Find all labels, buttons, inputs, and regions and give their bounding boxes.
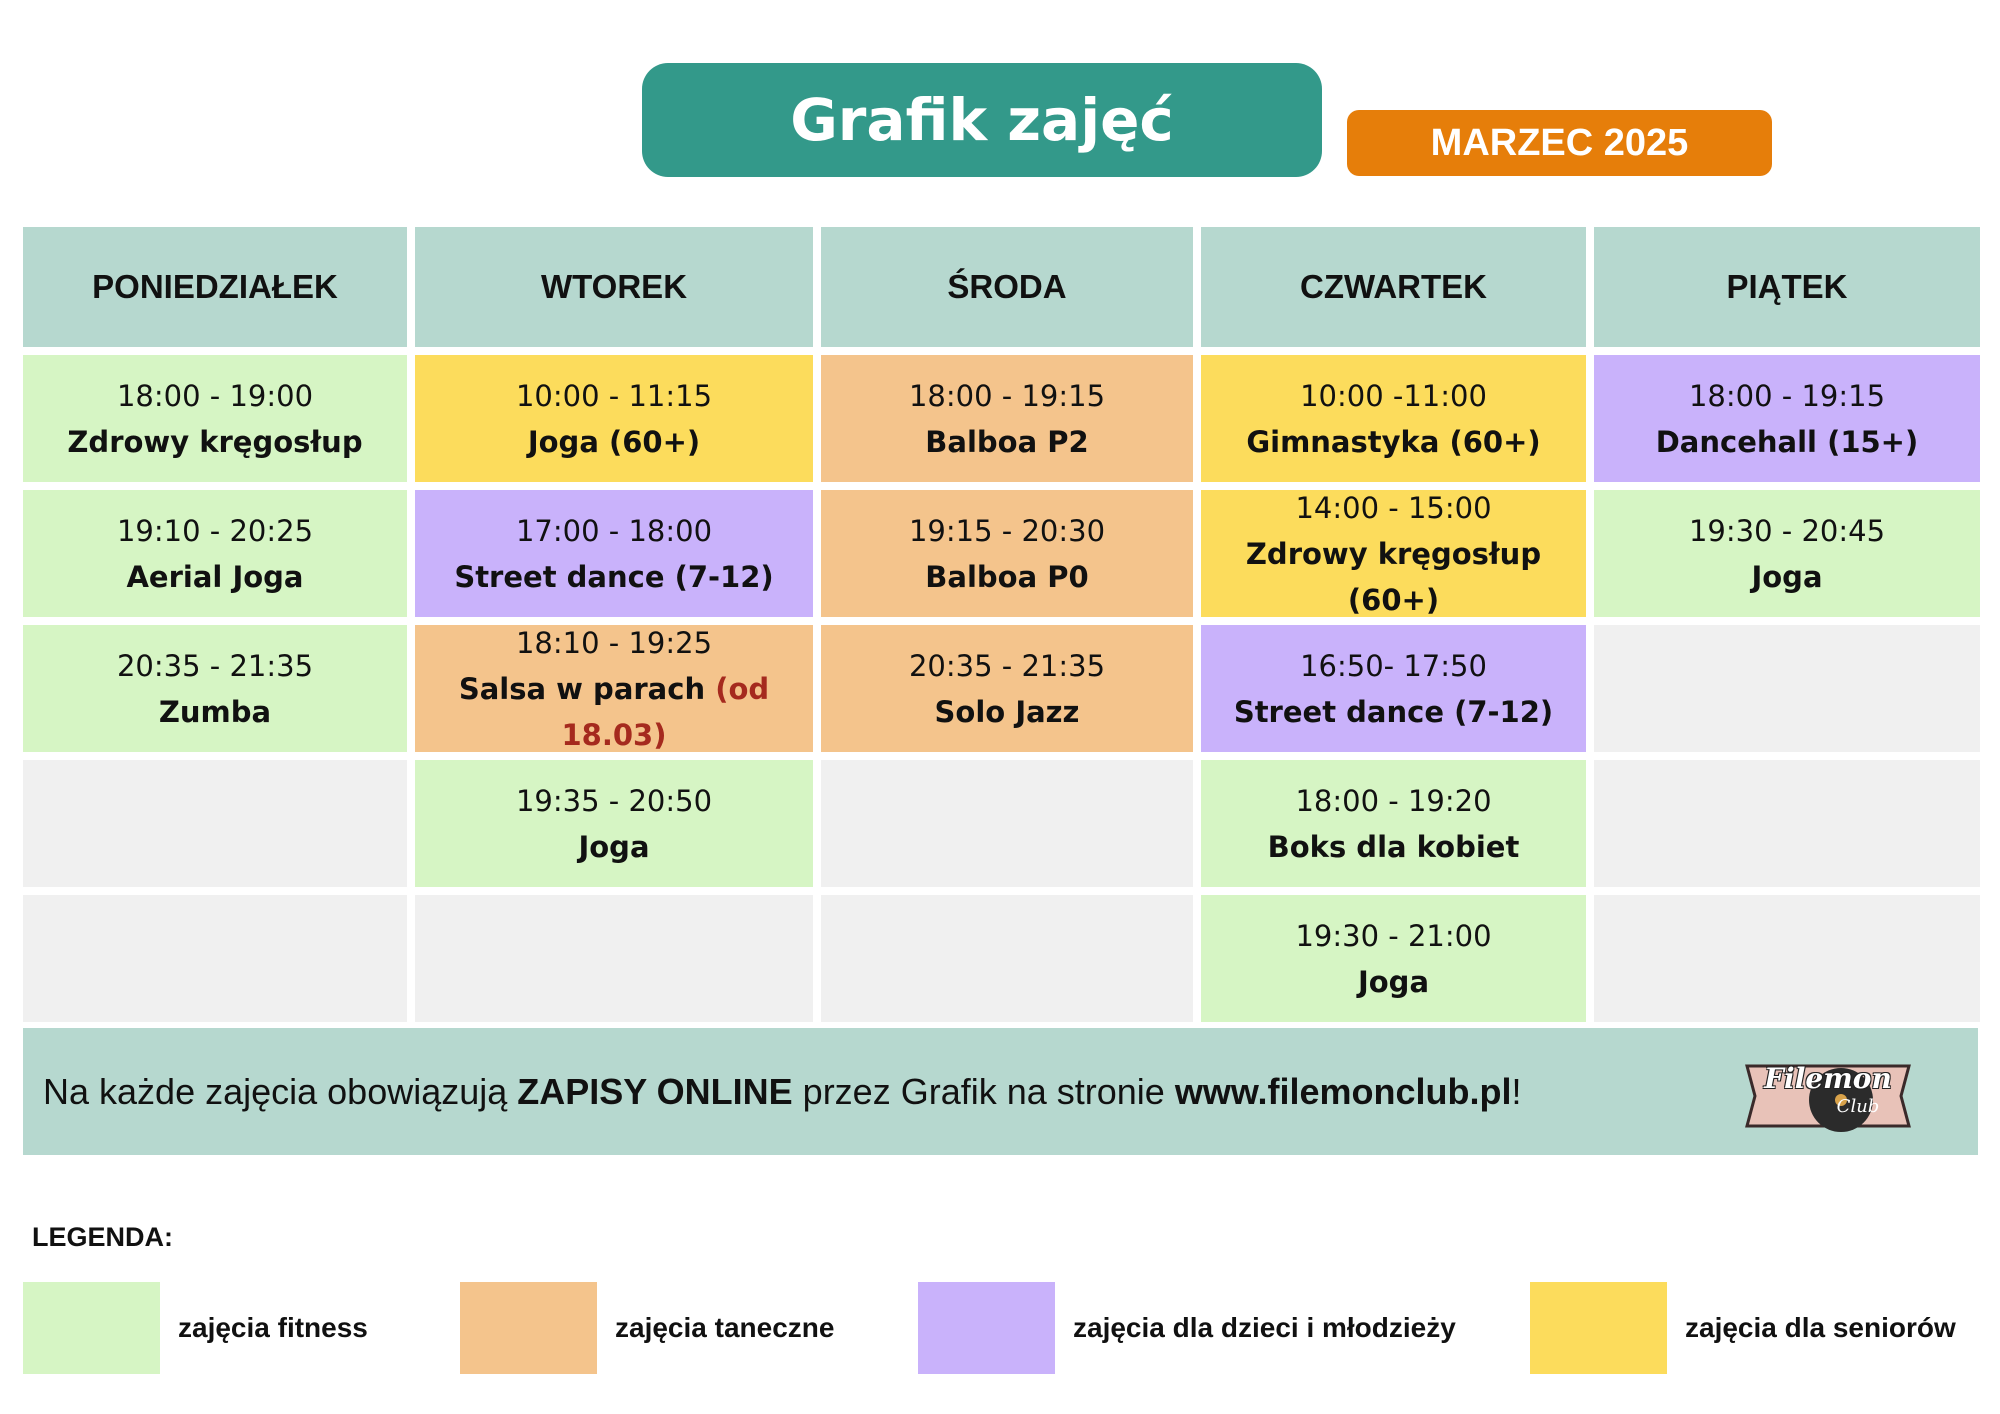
class-time: 18:10 - 19:25 <box>515 625 713 660</box>
class-note: (od 18.03) <box>561 671 770 752</box>
class-cell <box>23 625 407 752</box>
class-name: Solo Jazz <box>934 694 1080 729</box>
class-time: 19:15 - 20:30 <box>908 513 1106 548</box>
class-time: 18:00 - 19:00 <box>116 378 314 413</box>
class-time: 18:00 - 19:15 <box>908 378 1106 413</box>
signup-banner <box>23 1028 1978 1155</box>
class-cell <box>1201 895 1586 1022</box>
empty-cell <box>23 760 407 887</box>
class-name: Joga <box>1751 559 1823 594</box>
legend-label: zajęcia taneczne <box>615 1312 835 1343</box>
class-name-line <box>126 554 303 600</box>
class-name: Zdrowy kręgosłup (60+) <box>1245 536 1542 617</box>
class-name-line <box>578 824 649 870</box>
class-name-line <box>925 419 1088 465</box>
class-time: 19:10 - 20:25 <box>116 513 314 548</box>
class-name: Street dance (7-12) <box>454 559 774 594</box>
legend-label: zajęcia dla dzieci i młodzieży <box>1073 1312 1456 1343</box>
schedule-grid <box>23 227 1978 1020</box>
legend-swatch-seniorzy <box>1530 1282 1667 1374</box>
class-name: Dancehall (15+) <box>1655 424 1919 459</box>
empty-cell <box>1594 760 1980 887</box>
class-cell <box>415 490 813 617</box>
class-name: Balboa P2 <box>925 424 1089 459</box>
day-header: PONIEDZIAŁEK <box>23 227 407 347</box>
day-header: WTOREK <box>415 227 813 347</box>
class-name: Gimnastyka (60+) <box>1246 424 1541 459</box>
day-header: ŚRODA <box>821 227 1193 347</box>
class-cell <box>821 490 1193 617</box>
banner-website-link[interactable]: www.filemonclub.pl <box>1174 1070 1512 1112</box>
class-time: 18:00 - 19:15 <box>1688 378 1886 413</box>
class-name-line <box>528 419 700 465</box>
page-title <box>642 63 1322 177</box>
class-name: Joga (60+) <box>527 424 701 459</box>
class-time: 16:50- 17:50 <box>1300 648 1487 683</box>
page-title-text: Grafik zajęć <box>790 86 1174 154</box>
legend-label: zajęcia dla seniorów <box>1685 1312 1956 1343</box>
class-time: 19:35 - 20:50 <box>515 783 713 818</box>
class-name: Aerial Joga <box>126 559 304 594</box>
empty-cell <box>1594 895 1980 1022</box>
class-name-line <box>1268 824 1520 870</box>
legend-label: zajęcia fitness <box>178 1312 368 1343</box>
banner-text-part: Na każde zajęcia obowiązują <box>43 1070 518 1112</box>
legend-swatch-dzieci <box>918 1282 1055 1374</box>
month-badge <box>1347 110 1772 176</box>
class-cell <box>1201 760 1586 887</box>
class-cell <box>1201 490 1586 617</box>
filemon-club-logo <box>1743 1052 1913 1140</box>
class-cell <box>1201 355 1586 482</box>
class-time: 20:35 - 21:35 <box>116 648 314 683</box>
class-time: 14:00 - 15:00 <box>1295 490 1492 525</box>
class-name-line <box>925 554 1088 600</box>
class-time: 20:35 - 21:35 <box>908 648 1106 683</box>
empty-cell <box>821 895 1193 1022</box>
legend-swatch-fitness <box>23 1282 160 1374</box>
banner-text-part: przez Grafik na stronie <box>792 1070 1175 1112</box>
class-name: Balboa P0 <box>925 559 1089 594</box>
class-name: Joga <box>1357 964 1430 999</box>
class-time: 19:30 - 20:45 <box>1688 513 1886 548</box>
class-name: Street dance (7-12) <box>1233 694 1554 729</box>
class-cell <box>23 490 407 617</box>
class-cell <box>23 355 407 482</box>
class-cell <box>415 625 813 752</box>
class-name: Zumba <box>158 694 272 729</box>
class-name-line <box>1201 531 1586 623</box>
class-cell <box>821 355 1193 482</box>
day-header: CZWARTEK <box>1201 227 1586 347</box>
class-name-line <box>454 554 773 600</box>
class-time: 17:00 - 18:00 <box>515 513 713 548</box>
class-time: 10:00 - 11:15 <box>515 378 713 413</box>
legend-title: LEGENDA: <box>32 1222 173 1252</box>
class-time: 10:00 -11:00 <box>1300 378 1487 413</box>
class-cell <box>1594 490 1980 617</box>
signup-banner-text <box>43 1071 1522 1113</box>
class-name: Salsa w parach <box>458 671 706 706</box>
class-name-line <box>1358 959 1429 1005</box>
logo-sub: Club <box>1836 1096 1880 1117</box>
class-name: Joga <box>578 829 650 864</box>
empty-cell <box>23 895 407 1022</box>
legend-item-seniorzy <box>1530 1282 1956 1374</box>
class-name-line <box>1234 689 1553 735</box>
class-name-line <box>1246 419 1540 465</box>
class-name: Zdrowy kręgosłup <box>67 424 363 459</box>
class-name-line <box>415 666 813 758</box>
class-name-line <box>67 419 362 465</box>
legend-item-fitness <box>23 1282 368 1374</box>
empty-cell <box>1594 625 1980 752</box>
class-name-line <box>935 689 1080 735</box>
banner-signup-highlight: ZAPISY ONLINE <box>517 1070 793 1112</box>
class-cell <box>1201 625 1586 752</box>
class-cell <box>415 760 813 887</box>
month-badge-text: MARZEC 2025 <box>1430 121 1689 164</box>
logo-name: Filemon <box>1764 1062 1892 1095</box>
legend-item-dzieci <box>918 1282 1456 1374</box>
legend-swatch-taneczne <box>460 1282 597 1374</box>
day-header: PIĄTEK <box>1594 227 1980 347</box>
class-name-line <box>1656 419 1919 465</box>
class-name-line <box>1751 554 1822 600</box>
class-cell <box>821 625 1193 752</box>
class-cell <box>1594 355 1980 482</box>
class-time: 18:00 - 19:20 <box>1295 783 1492 818</box>
class-name: Boks dla kobiet <box>1267 829 1520 864</box>
empty-cell <box>821 760 1193 887</box>
class-time: 19:30 - 21:00 <box>1295 918 1492 953</box>
empty-cell <box>415 895 813 1022</box>
class-name-line <box>159 689 271 735</box>
legend-item-taneczne <box>460 1282 834 1374</box>
banner-text-part: ! <box>1511 1070 1522 1112</box>
class-cell <box>415 355 813 482</box>
